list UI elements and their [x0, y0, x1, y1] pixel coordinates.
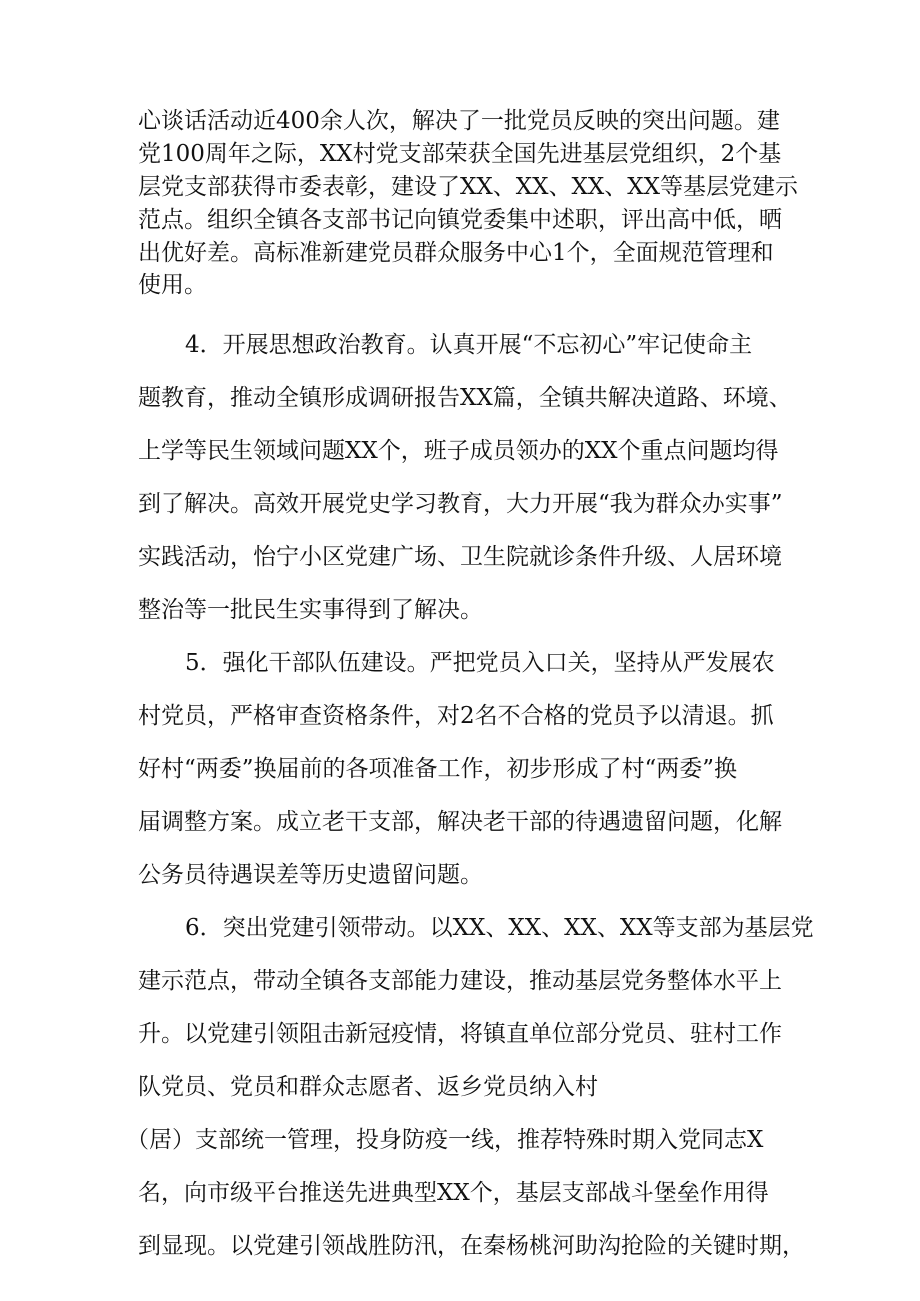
text-line: 心谈话活动近400余人次，解决了一批党员反映的突出问题。建	[138, 108, 780, 134]
text-line: 出优好差。高标准新建党员群众服务中心1个，全面规范管理和	[138, 240, 774, 266]
text-line: 实践活动，怡宁小区党建广场、卫生院就诊条件升级、人居环境	[138, 544, 782, 570]
text-line: 名，向市级平台推送先进典型XX个，基层支部战斗堡垒作用得	[138, 1180, 769, 1206]
text-line: 公务员待遇误差等历史遗留问题。	[138, 862, 483, 888]
paragraph-6-heading-line: 6．突出党建引领带动。以XX、XX、XX、XX等支部为基层党	[185, 915, 814, 941]
text-line: 到显现。以党建引领战胜防汛，在秦杨桃河助沟抢险的关键时期，	[138, 1233, 805, 1259]
text-line: 层党支部获得市委表彰，建设了XX、XX、XX、XX等基层党建示	[138, 174, 798, 200]
paragraph-5-heading-line: 5．强化干部队伍建设。严把党员入口关，坚持从严发展农	[185, 650, 775, 676]
paragraph-4-heading-line: 4．开展思想政治教育。认真开展“不忘初心”牢记使命主	[185, 332, 753, 358]
text-line: 届调整方案。成立老干支部，解决老干部的待遇遗留问题，化解	[138, 809, 782, 835]
text-line: 范点。组织全镇各支部书记向镇党委集中述职，评出高中低，晒	[138, 207, 782, 233]
text-line: 题教育，推动全镇形成调研报告XX篇，全镇共解决道路、环境、	[138, 385, 792, 411]
text-line: 队党员、党员和群众志愿者、返乡党员纳入村	[138, 1074, 598, 1100]
text-line: （居）支部统一管理，投身防疫一线，推荐特殊时期入党同志X	[126, 1127, 764, 1153]
text-line: 整治等一批民生实事得到了解决。	[138, 597, 483, 623]
text-line: 村党员，严格审查资格条件，对2名不合格的党员予以清退。抓	[138, 703, 774, 729]
text-line: 使用。	[138, 272, 207, 298]
text-line: 上学等民生领域问题XX个，班子成员领办的XX个重点问题均得	[138, 438, 779, 464]
text-line: 党100周年之际，XX村党支部荣获全国先进基层党组织，2个基	[138, 141, 782, 167]
text-line: 到了解决。高效开展党史学习教育，大力开展“我为群众办实事”	[138, 491, 783, 517]
text-line: 升。以党建引领阻击新冠疫情，将镇直单位部分党员、驻村工作	[138, 1021, 782, 1047]
text-line: 建示范点，带动全镇各支部能力建设，推动基层党务整体水平上	[138, 968, 782, 994]
text-line: 好村“两委”换届前的各项准备工作，初步形成了村“两委”换	[138, 756, 738, 782]
